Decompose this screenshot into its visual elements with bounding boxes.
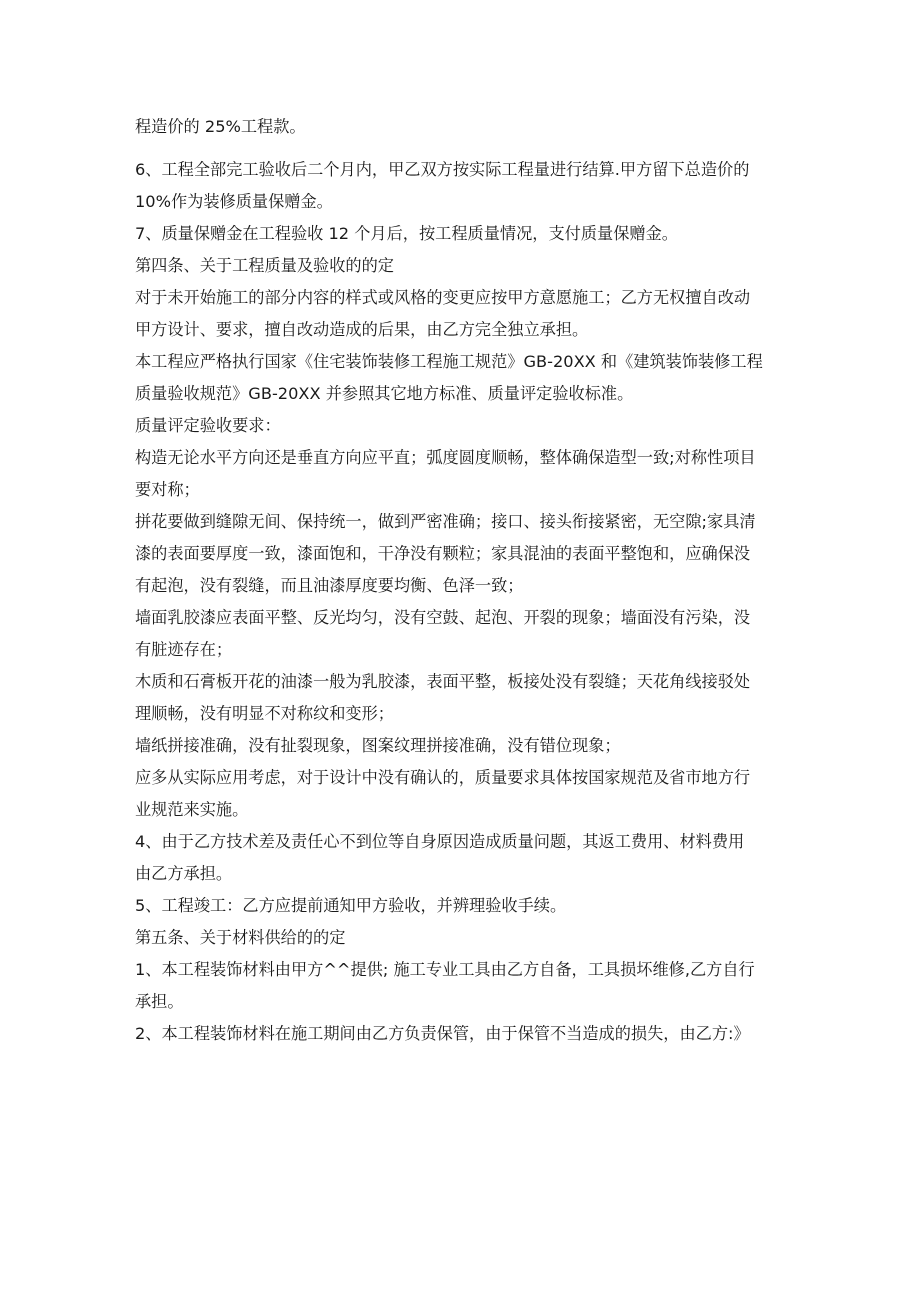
text-line: 承担。 <box>135 992 184 1011</box>
section-heading-article-5 <box>135 922 785 954</box>
paragraph-warranty <box>135 218 785 250</box>
text-line: 有脏迹存在； <box>135 640 233 659</box>
text-line: 程造价的 25%工程款。 <box>135 117 306 136</box>
text-line: 漆的表面要厚度一致，漆面饱和，干净没有颗粒；家具混油的表面平整饱和，应确保没 <box>135 544 751 563</box>
text-line: 由乙方承担。 <box>135 864 233 883</box>
paragraph-settlement <box>135 154 785 218</box>
text-line: 要对称； <box>135 480 200 499</box>
text-line: 6、工程全部完工验收后二个月内，甲乙双方按实际工程量进行结算.甲方留下总造价的 <box>135 160 750 179</box>
paragraph-requirements-heading <box>135 410 785 442</box>
text-line: 第四条、关于工程质量及验收的的定 <box>135 256 394 275</box>
paragraph-joinery-paint <box>135 506 785 602</box>
text-line: 有起泡，没有裂缝，而且油漆厚度要均衡、色泽一致； <box>135 576 524 595</box>
document-body <box>135 111 785 1050</box>
text-line: 7、质量保赠金在工程验收 12 个月后，按工程质量情况，支付质量保赠金。 <box>135 224 678 243</box>
text-line: 墙纸拼接准确，没有扯裂现象，图案纹理拼接准确，没有错位现象； <box>135 736 621 755</box>
paragraph-materials-supply <box>135 954 785 1018</box>
text-line: 质量验收规范》GB-20XX 并参照其它地方标准、质量评定验收标准。 <box>135 384 634 403</box>
text-line: 墙面乳胶漆应表面平整、反光均匀，没有空鼓、起泡、开裂的现象；墙面没有污染，没 <box>135 608 751 627</box>
paragraph-design-change <box>135 282 785 346</box>
paragraph-rework-cost <box>135 826 785 890</box>
paragraph-payment-25 <box>135 111 785 143</box>
paragraph-wallpaper <box>135 730 785 762</box>
paragraph-materials-custody <box>135 1018 785 1050</box>
text-line: 2、本工程装饰材料在施工期间由乙方负责保管，由于保管不当造成的损失，由乙方:》 <box>135 1024 750 1043</box>
paragraph-gap <box>135 143 785 154</box>
text-line: 质量评定验收要求： <box>135 416 281 435</box>
text-line: 理顺畅，没有明显不对称纹和变形； <box>135 704 394 723</box>
paragraph-completion <box>135 890 785 922</box>
paragraph-ceiling <box>135 666 785 730</box>
text-line: 第五条、关于材料供给的的定 <box>135 928 346 947</box>
section-heading-article-4 <box>135 250 785 282</box>
text-line: 甲方设计、要求，擅自改动造成的后果，由乙方完全独立承担。 <box>135 320 589 339</box>
text-line: 4、由于乙方技术差及责任心不到位等自身原因造成质量问题，其返工费用、材料费用 <box>135 832 745 851</box>
text-line: 拼花要做到缝隙无间、保持统一，做到严密准确；接口、接头衔接紧密，无空隙;家具清 <box>135 512 756 531</box>
text-line: 木质和石膏板开花的油漆一般为乳胶漆，表面平整，板接处没有裂缝；天花角线接驳处 <box>135 672 751 691</box>
text-line: 应多从实际应用考虑，对于设计中没有确认的，质量要求具体按国家规范及省市地方行 <box>135 768 751 787</box>
text-line: 业规范来实施。 <box>135 800 249 819</box>
text-line: 10%作为装修质量保赠金。 <box>135 192 333 211</box>
text-line: 1、本工程装饰材料由甲方^^提供; 施工专业工具由乙方自备，工具损坏维修,乙方自行 <box>135 960 755 979</box>
paragraph-standards <box>135 346 785 410</box>
text-line: 对于未开始施工的部分内容的样式或风格的变更应按甲方意愿施工；乙方无权擅自改动 <box>135 288 751 307</box>
paragraph-structure <box>135 442 785 506</box>
text-line: 本工程应严格执行国家《住宅装饰装修工程施工规范》GB-20XX 和《建筑装饰装修工程 <box>135 352 763 371</box>
text-line: 5、工程竣工：乙方应提前通知甲方验收，并辨理验收手续。 <box>135 896 567 915</box>
text-line: 构造无论水平方向还是垂直方向应平直；弧度圆度顺畅，整体确保造型一致;对称性项目 <box>135 448 756 467</box>
paragraph-wall-latex <box>135 602 785 666</box>
paragraph-practical <box>135 762 785 826</box>
